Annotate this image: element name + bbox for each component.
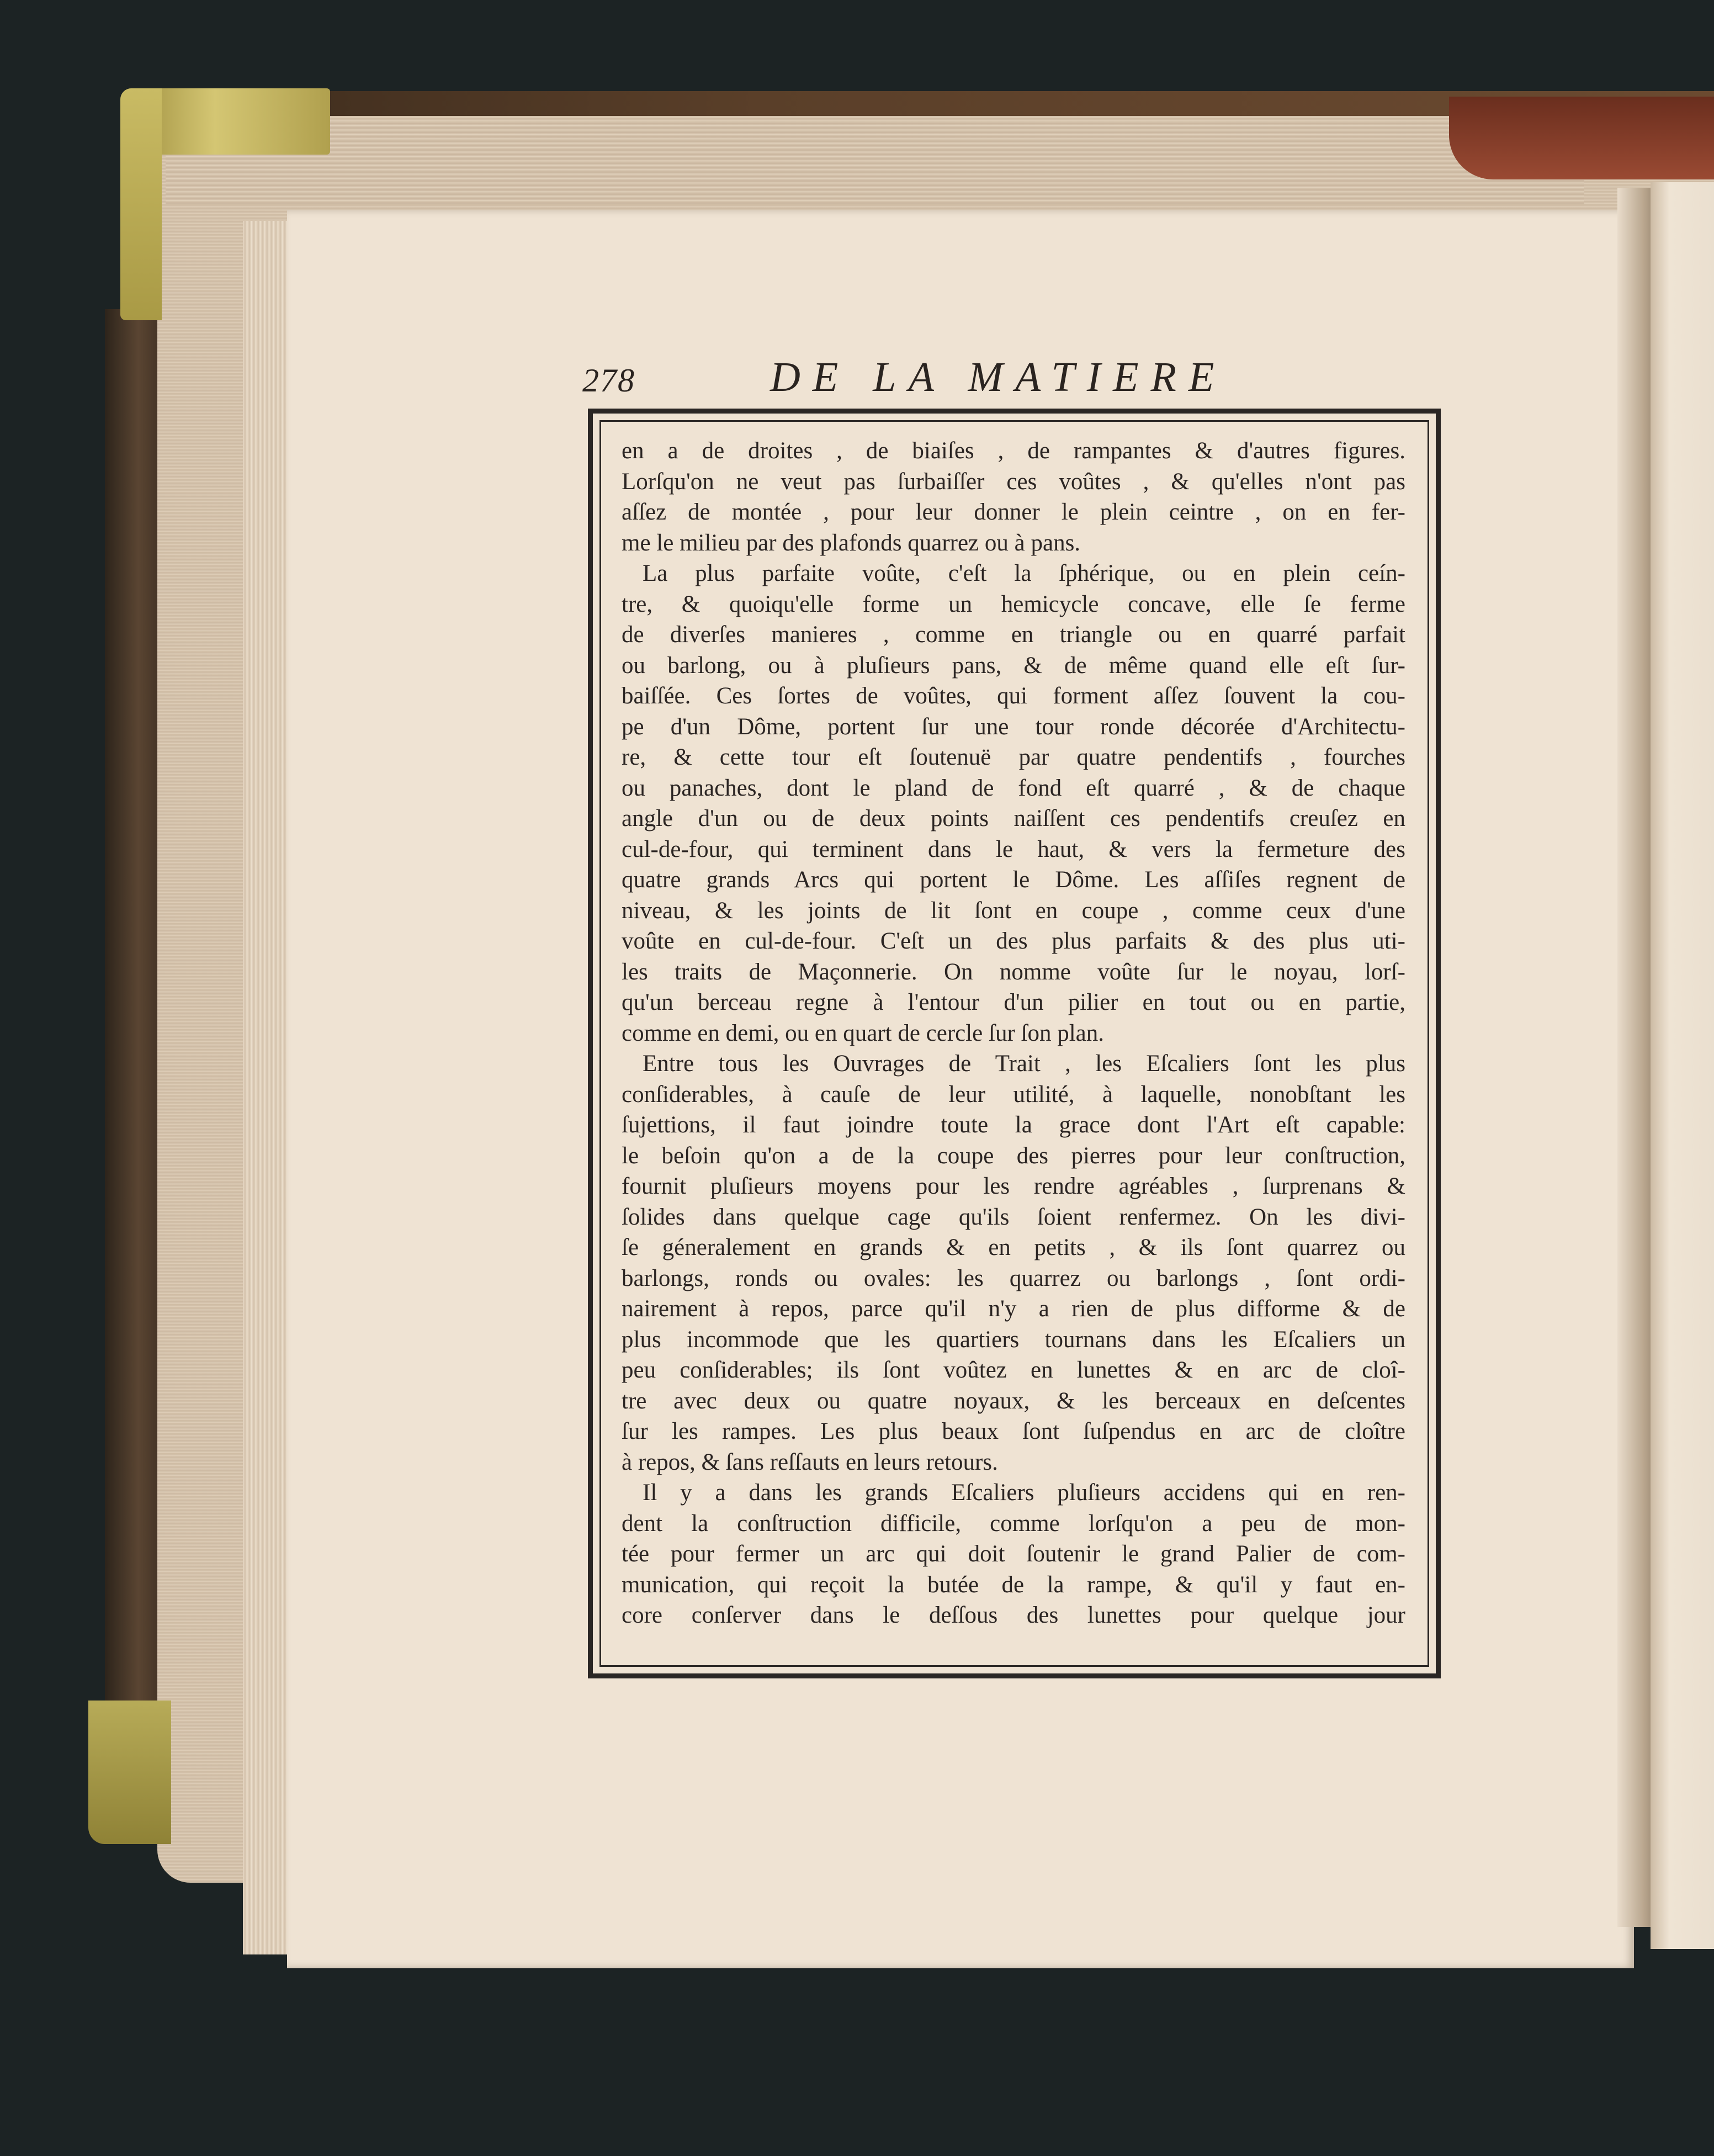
text-line: niveau, & les joints de lit ſont en coupe , comme ceux d'une [622,897,1405,924]
text-line: baiſſée. Ces ſortes de voûtes, qui forment aſſez ſouvent la cou- [622,683,1405,709]
text-line: Il y a dans les grands Eſcaliers pluſieurs accidens qui en ren- [643,1480,1405,1506]
running-header [582,353,1261,414]
page-number: 278 [582,362,635,399]
body-text [622,436,1405,1631]
book-spine-edge [105,309,166,1723]
text-frame [588,409,1441,1678]
text-line: tée pour fermer un arc qui doit ſoutenir le grand Palier de com- [622,1541,1405,1567]
text-line: pe d'un Dôme, portent ſur une tour ronde décorée d'Architectu- [622,713,1405,740]
text-line: tre, & quoiqu'elle forme un hemicycle concave, elle ſe ferme [622,591,1405,617]
brass-corner-bottom [88,1701,171,1844]
facing-page-edge [1651,182,1714,1949]
text-line: Entre tous les Ouvrages de Trait , les Eſcaliers ſont les plus [643,1051,1405,1077]
text-line: à repos, & ſans reſſauts en leurs retours. [622,1449,998,1475]
text-line: comme en demi, ou en quart de cercle ſur ſon plan. [622,1020,1105,1046]
text-line: angle d'un ou de deux points naiſſent ces pendentifs creuſez en [622,806,1405,831]
text-line: ſolides dans quelque cage qu'ils ſoient renfermez. On les divi- [622,1204,1405,1230]
text-line: La plus parfaite voûte, c'eſt la ſphérique, ou en plein ceín- [643,560,1405,586]
text-line: le beſoin qu'on a de la coupe des pierres pour leur conſtruction, [622,1142,1405,1169]
text-line: dent la conſtruction difficile, comme lorſqu'on a peu de mon- [622,1510,1405,1537]
text-line: cul-de-four, qui terminent dans le haut, & vers la fermeture des [622,836,1405,862]
text-line: aſſez de montée , pour leur donner le plein ceintre , on en fer- [622,499,1405,525]
text-line: munication, qui reçoit la butée de la rampe, & qu'il y faut en- [622,1571,1405,1598]
text-line: quatre grands Arcs qui portent le Dôme. Les aſſiſes regnent de [622,867,1405,893]
page-stack-left [243,221,293,1954]
page-top-edges [166,121,1584,204]
text-line: me le milieu par des plafonds quarrez ou à pans. [622,529,1081,556]
right-volume-edge [1449,97,1714,179]
text-line: tre avec deux ou quatre noyaux, & les berceaux en deſcentes [622,1387,1405,1414]
text-line: nairement à repos, parce qu'il n'y a rien de plus difforme & de [622,1296,1405,1322]
text-line: voûte en cul-de-four. C'eſt un des plus parfaits & des plus uti- [622,928,1405,954]
text-line: ou panaches, dont le pland de fond eſt quarré , & de chaque [622,775,1405,801]
text-line: ou barlong, ou à pluſieurs pans, & de même quand elle eſt ſur- [622,652,1405,679]
text-line: core conſerver dans le deſſous des lunettes pour quelque jour [622,1602,1405,1628]
text-line: ſe géneralement en grands & en petits , & ils ſont quarrez ou [622,1235,1405,1260]
text-line: en a de droites , de biaiſes , de rampantes & d'autres figures. [622,438,1405,464]
text-line: les traits de Maçonnerie. On nomme voûte ſur le noyau, lorſ- [622,958,1405,985]
text-line: re, & cette tour eſt ſoutenuë par quatre pendentifs , fourches [622,744,1405,770]
text-line: barlongs, ronds ou ovales: les quarrez ou barlongs , ſont ordi- [622,1265,1405,1291]
text-line: Lorſqu'on ne veut pas ſurbaiſſer ces voûtes , & qu'elles n'ont pas [622,468,1405,495]
text-line: conſiderables, à cauſe de leur utilité, à laquelle, nonobſtant les [622,1081,1405,1108]
text-line: fournit pluſieurs moyens pour les rendre agréables , ſurprenans & [622,1173,1405,1199]
running-title: DE LA MATIERE [770,354,1227,400]
text-line: qu'un berceau regne à l'entour d'un pilier en tout ou en partie, [622,989,1405,1015]
text-line: peu conſiderables; ils ſont voûtez en lunettes & en arc de cloî- [622,1357,1405,1383]
brass-corner-side [120,88,162,320]
text-line: plus incommode que les quartiers tournans dans les Eſcaliers un [622,1326,1405,1353]
text-line: ſur les rampes. Les plus beaux ſont ſuſpendus en arc de cloître [622,1418,1405,1444]
text-line: de diverſes manieres , comme en triangle ou en quarré parfait [622,622,1405,648]
text-line: ſujettions, il faut joindre toute la grace dont l'Art eſt capable: [622,1112,1405,1138]
